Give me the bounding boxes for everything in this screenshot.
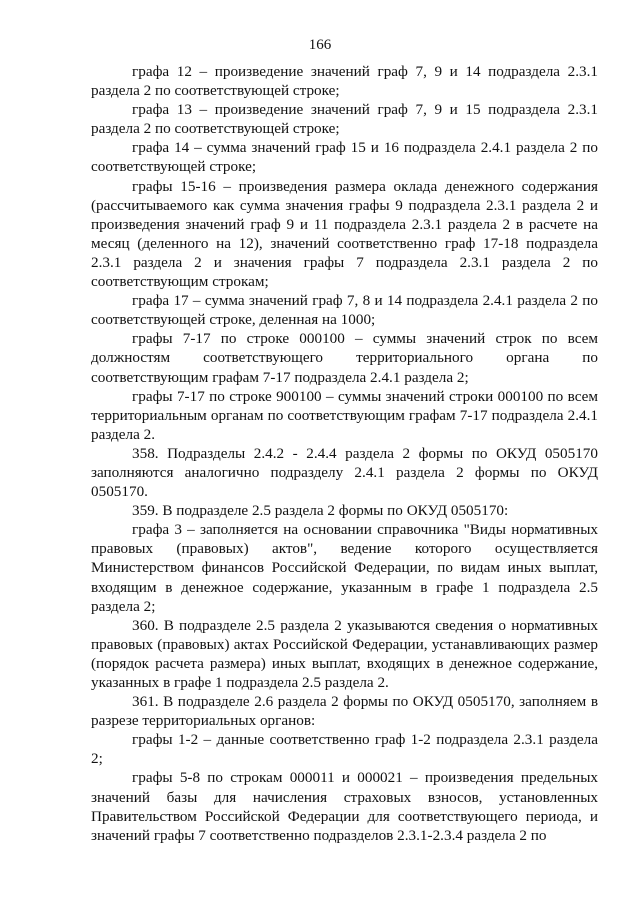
paragraph: графа 14 – сумма значений граф 15 и 16 подраздела 2.4.1 раздела 2 по соответствующей строке; (91, 139, 598, 176)
paragraph: графа 12 – произведение значений граф 7, 9 и 14 подраздела 2.3.1 раздела 2 по соответствующей строке; (91, 63, 598, 100)
paragraph: графы 5-8 по строкам 000011 и 000021 – произведения предельных значений базы для начисления страховых взносов, установленных Правительством Российской Федерации для соответствующего периода, и значений графы 7 соответственно подразделов 2.3.1-2.3.4 раздела 2 по (91, 769, 598, 844)
paragraph: графы 15-16 – произведения размера оклада денежного содержания (рассчитываемого как сумма значения графы 9 подраздела 2.3.1 раздела 2 и произведения значений граф 9 и 11 подраздела 2.3.1 раздела 2 в расчете на месяц (деленного на 12), значений соответственно граф 17-18 подраздела 2.3.1 раздела 2 и значения графы 7 подраздела 2.3.1 раздела 2 по соответствующим строкам; (91, 177, 598, 291)
paragraph: графа 17 – сумма значений граф 7, 8 и 14 подраздела 2.4.1 раздела 2 по соответствующей строке, деленная на 1000; (91, 292, 598, 329)
paragraph: графы 7-17 по строке 000100 – суммы значений строк по всем должностям соответствующего территориального органа по соответствующим графам 7-17 подраздела 2.4.1 раздела 2; (91, 330, 598, 386)
document-body (91, 62, 598, 845)
paragraph: 361. В подразделе 2.6 раздела 2 формы по ОКУД 0505170, заполняем в разрезе территориальных органов: (91, 693, 598, 730)
paragraph: 358. Подразделы 2.4.2 - 2.4.4 раздела 2 формы по ОКУД 0505170 заполняются аналогично подразделу 2.4.1 раздела 2 формы по ОКУД 0505170. (91, 444, 598, 501)
paragraph: графа 13 – произведение значений граф 7, 9 и 15 подраздела 2.3.1 раздела 2 по соответствующей строке; (91, 101, 598, 138)
paragraph: графы 7-17 по строке 900100 – суммы значений строки 000100 по всем территориальным органам по соответствующим графам 7-17 подраздела 2.4.1 раздела 2. (91, 387, 598, 443)
page-number: 166 (308, 37, 332, 53)
paragraph: графа 3 – заполняется на основании справочника "Виды нормативных правовых (правовых) актов", ведение которого осуществляется Министерством финансов Российской Федерации, по видам иных выплат, входящим в денежное содержание, указанным в графе 1 подраздела 2.5 раздела 2; (91, 521, 598, 615)
paragraph: 359. В подразделе 2.5 раздела 2 формы по ОКУД 0505170: (132, 502, 509, 520)
paragraph: графы 1-2 – данные соответственно граф 1-2 подраздела 2.3.1 раздела 2; (91, 731, 598, 768)
paragraph: 360. В подразделе 2.5 раздела 2 указываются сведения о нормативных правовых (правовых) актах Российской Федерации, устанавливающих размер (порядок расчета размера) иных выплат, входящих в денежное содержание, указанных в графе 1 подраздела 2.5 раздела 2. (91, 616, 598, 691)
